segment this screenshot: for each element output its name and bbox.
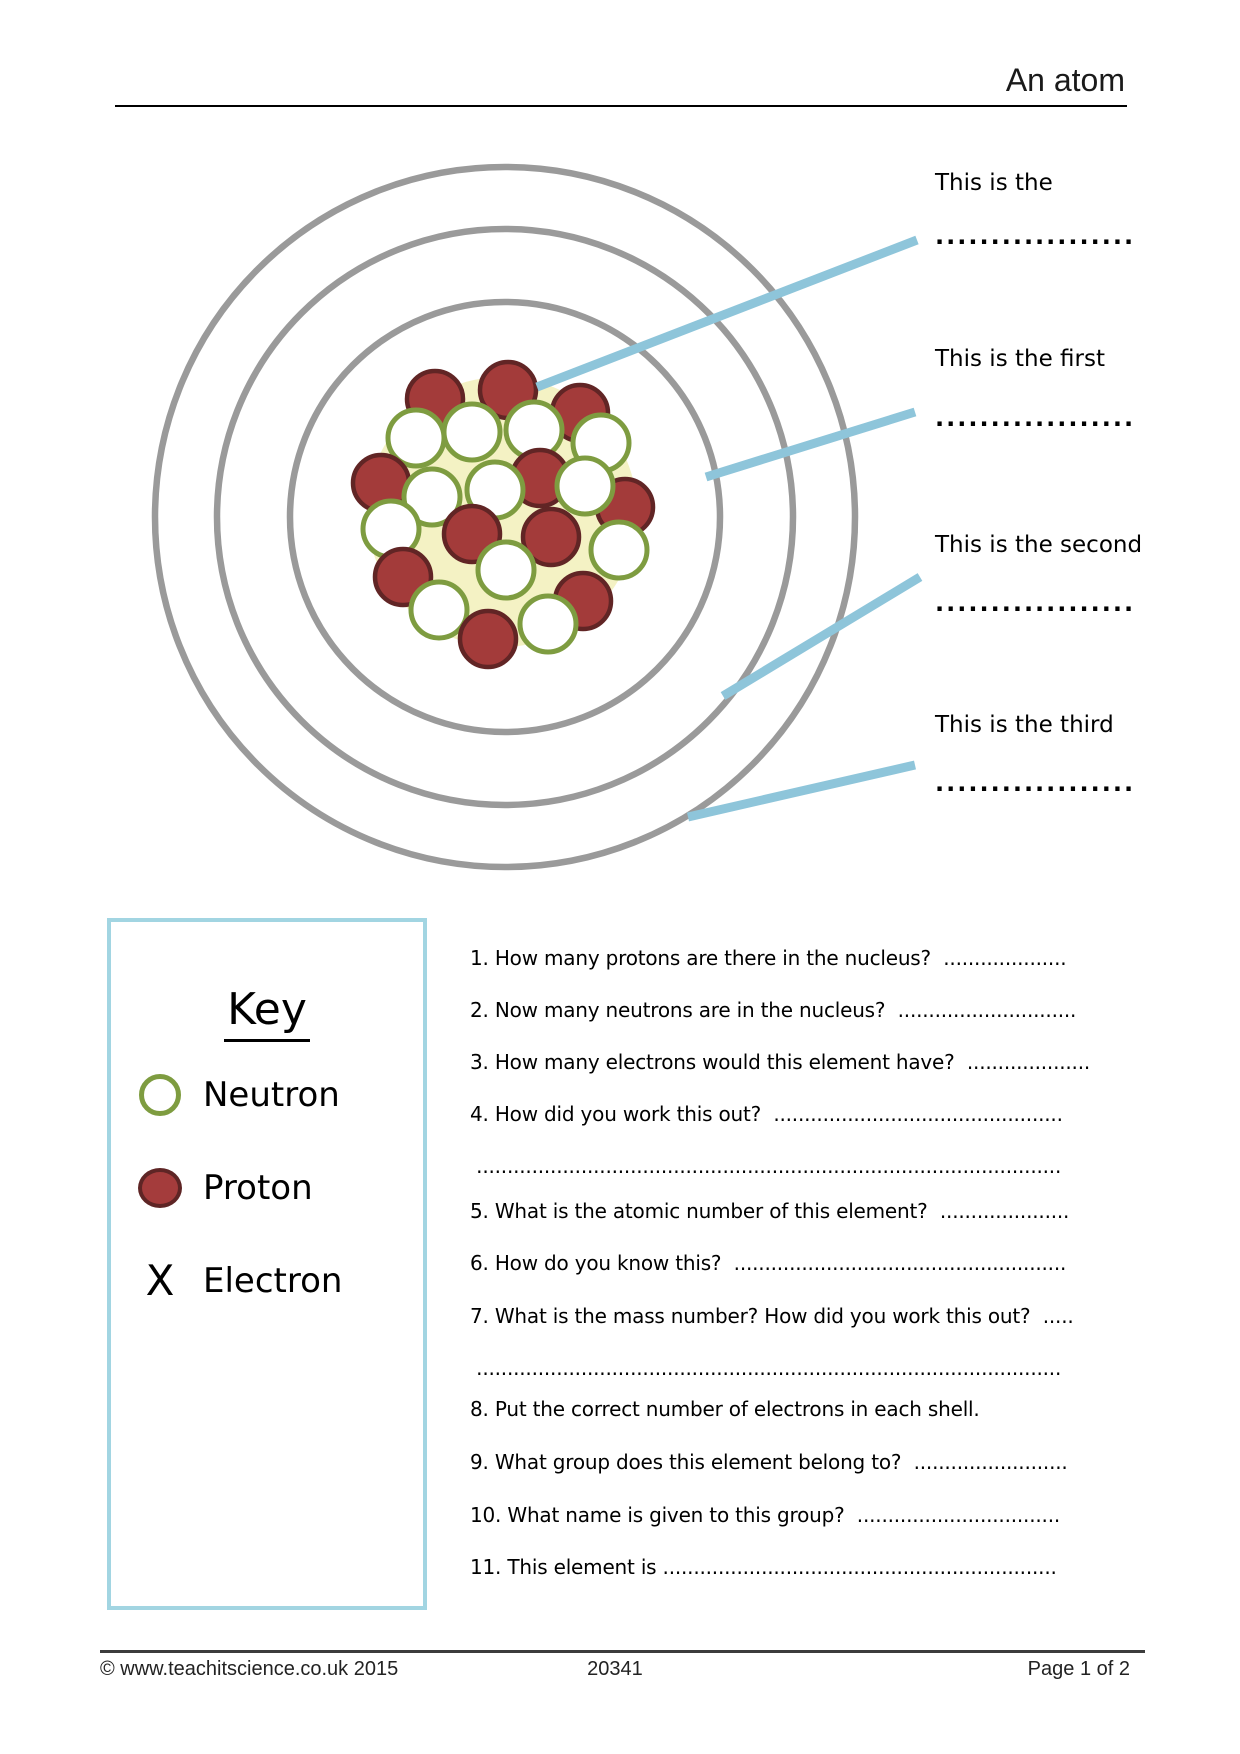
question-line-1: 1. How many protons are there in the nucleus? .................... [470,946,1067,970]
callout-first-shell-answer-blank: .................. [935,404,1136,432]
neutron-circle [478,542,534,598]
proton-symbol-wrap [137,1168,183,1208]
pointer-line-second-shell [723,577,920,696]
footer-copyright: © www.teachitscience.co.uk 2015 [100,1658,399,1680]
electron-x-icon: X [145,1256,175,1305]
callout-second-shell-answer-blank: .................. [935,589,1136,617]
electron-symbol-wrap [137,1256,183,1305]
question-line-5: ............................................................................................... [470,1154,1062,1178]
key-label-proton: Proton [203,1168,313,1208]
neutron-circle [591,522,647,578]
question-line-9: ............................................................................................... [470,1356,1062,1380]
callout-third-shell-answer-blank: .................. [935,769,1136,797]
neutron-circle [520,596,576,652]
key-row-proton [137,1168,313,1208]
key-row-neutron [137,1074,340,1116]
question-line-3: 3. How many electrons would this element have? .................... [470,1050,1091,1074]
pointer-line-nucleus [537,240,917,387]
callout-second-shell-label: This is the second [935,532,1143,558]
key-title-wrap [111,984,423,1035]
callout-first-shell-label: This is the first [935,346,1105,372]
key-row-electron [137,1256,343,1305]
question-line-10: 8. Put the correct number of electrons in each shell. [470,1397,980,1421]
question-line-7: 6. How do you know this? ...................................................... [470,1251,1067,1275]
question-line-11: 9. What group does this element belong to? ......................... [470,1450,1068,1474]
key-label-neutron: Neutron [203,1075,340,1115]
footer [100,1658,1130,1681]
neutron-circle [557,458,613,514]
proton-circle-icon [138,1168,182,1208]
callout-nucleus-label: This is the [935,170,1053,196]
callout-nucleus-answer-blank: .................. [935,222,1136,250]
proton-circle [460,611,516,667]
neutron-circle [411,582,467,638]
key-title: Key [224,984,310,1042]
neutron-circle [444,404,500,460]
footer-doc-id: 20341 [587,1658,643,1680]
question-line-6: 5. What is the atomic number of this element? ..................... [470,1199,1070,1223]
key-box [107,918,427,1610]
neutron-circle-icon [139,1074,181,1116]
footer-page-number: Page 1 of 2 [1027,1658,1130,1680]
key-label-electron: Electron [203,1261,343,1301]
page-title: An atom [1005,62,1125,98]
question-line-4: 4. How did you work this out? ............................................... [470,1102,1063,1126]
callout-third-shell-label: This is the third [935,712,1114,738]
neutron-symbol-wrap [137,1074,183,1116]
question-line-12: 10. What name is given to this group? ................................. [470,1503,1061,1527]
question-line-13: 11. This element is ................................................................ [470,1555,1057,1579]
question-line-8: 7. What is the mass number? How did you work this out? ..... [470,1304,1074,1328]
footer-divider [100,1650,1145,1653]
question-line-2: 2. Now many neutrons are in the nucleus? ............................. [470,998,1077,1022]
pointer-line-first-shell [706,412,915,477]
